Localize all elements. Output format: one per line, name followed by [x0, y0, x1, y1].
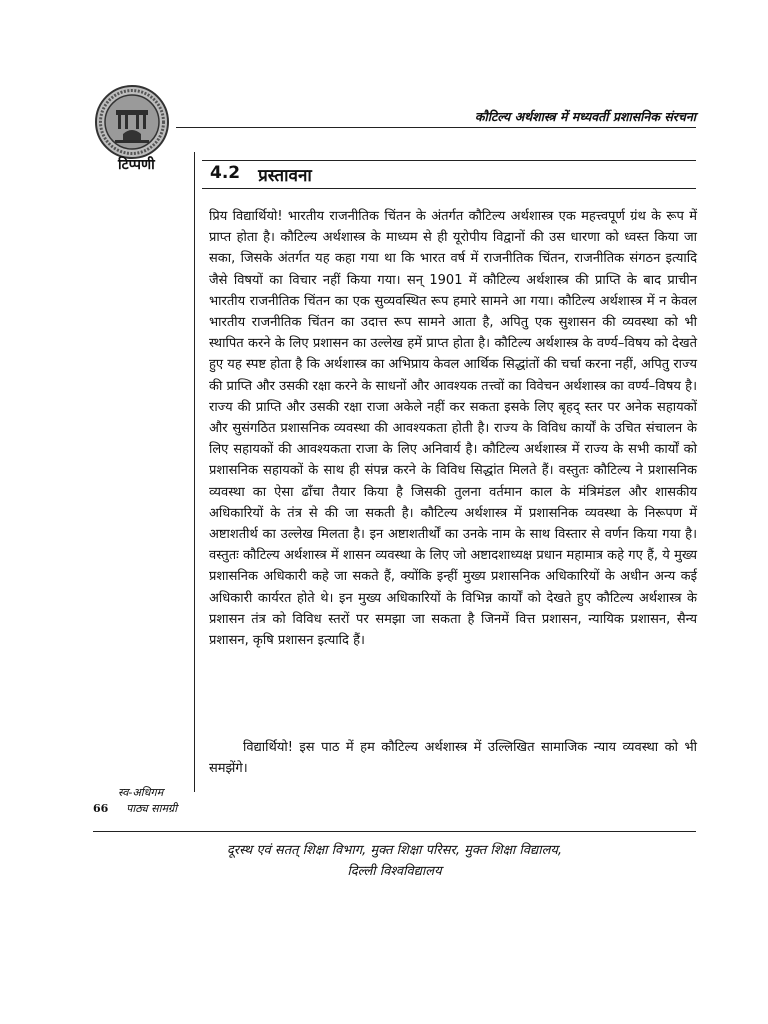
- side-note: [118, 785, 163, 801]
- side-note-line-2: पाठ्य सामग्री: [126, 802, 178, 815]
- section-number: 4.2: [210, 163, 241, 183]
- section-title: प्रस्तावना: [258, 166, 312, 186]
- footer-line-1: दूरस्थ एवं सतत् शिक्षा विभाग, मुक्त शिक्षा परिसर, मुक्त शिक्षा विद्यालय,: [226, 843, 563, 858]
- section-heading: [210, 163, 312, 186]
- section-rule-top: [202, 160, 696, 161]
- page-number: [93, 801, 177, 816]
- footer-line-2: दिल्ली विश्वविद्यालय: [347, 864, 442, 879]
- footer-rule: [93, 831, 696, 832]
- footer: [93, 840, 696, 882]
- body-paragraph-1: प्रिय विद्यार्थियो! भारतीय राजनीतिक चिंतन के अंतर्गत कौटिल्य अर्थशास्त्र एक महत्त्वपूर्ण ग्रंथ के रूप में प्राप्त होता है। कौटिल्य अर्थशास्त्र के माध्यम से ही यूरोपीय विद्वानों की उस धारणा को ध्वस्त किया जा सका, जिसके अंतर्गत यह कहा गया था कि भारत वर्ष में राजनीतिक चिंतन, राजनीतिक संगठन इत्यादि जैसे विषयों का विचार नहीं किया गया। सन् 1901 में कौटिल्य अर्थशास्त्र की प्राप्ति के बाद प्राचीन भारतीय राजनीतिक चिंतन का एक सुव्यवस्थित रूप हमारे सामने आ गया। कौटिल्य अर्थशास्त्र में न केवल भारतीय राजनीतिक चिंतन का उदात्त रूप सामने आता है, अपितु एक सुशासन की व्यवस्था को भी स्थापित करने के लिए प्रशासन का उल्लेख हमें प्राप्त होता है। कौटिल्य अर्थशास्त्र के वर्ण्य–विषय को देखते हुए यह स्पष्ट होता है कि अर्थशास्त्र का अभिप्राय केवल आर्थिक सिद्धांतों की चर्चा करना नहीं, अपितु राज्य की प्राप्ति और उसकी रक्षा करने के साधनों और आवश्यक तत्त्वों का विवेचन अर्थशास्त्र का वर्ण्य–विषय है। राज्य की प्राप्ति और उसकी रक्षा राजा अकेले नहीं कर सकता इसके लिए बृहद् स्तर पर अनेक सहायकों और सुसंगठित प्रशासनिक व्यवस्था की आवश्यकता होती है। राज्य के विविध कार्यों के उचित संचालन के लिए सहायकों की आवश्यकता राजा के लिए अनिवार्य है। कौटिल्य अर्थशास्त्र में राज्य के सभी कार्यों को प्रशासनिक सहायकों के साथ ही संपन्न करने के विविध सिद्धांत मिलते हैं। वस्तुतः कौटिल्य ने प्रशासनिक व्यवस्था का ऐसा ढाँचा तैयार किया है जिसकी तुलना वर्तमान काल के मंत्रिमंडल और शासकीय अधिकारियों के तंत्र से की जा सकती है। कौटिल्य अर्थशास्त्र में प्रशासनिक व्यवस्था के निरूपण में अष्टाशतीर्थ का उल्लेख मिलता है। इन अष्टाशतीर्थों का उनके नाम के साथ विस्तार से वर्णन किया गया है। वस्तुतः कौटिल्य अर्थशास्त्र में शासन व्यवस्था के लिए जो अष्टादशाध्यक्ष प्रधान महामात्र कहे गए हैं, ये मुख्य प्रशासनिक अधिकारी कहे जा सकते हैं, क्योंकि इन्हीं मुख्य प्रशासनिक अधिकारियों के अधीन अन्य कई अधिकारी कार्यरत होते थे। इन मुख्य अधिकारियों के विभिन्न कार्यों को देखते हुए कौटिल्य अर्थशास्त्र के प्रशासन तंत्र को विविध स्तरों पर समझा जा सकता है जिनमें वित्त प्रशासन, न्यायिक प्रशासन, सैन्य प्रशासन, कृषि प्रशासन इत्यादि हैं।: [209, 209, 697, 649]
- header-rule: [176, 127, 696, 128]
- margin-label: टिप्पणी: [118, 157, 155, 173]
- university-seal-icon: [94, 84, 170, 160]
- page-number-value: 66: [93, 802, 109, 815]
- body-paragraph-2: विद्यार्थियो! इस पाठ में हम कौटिल्य अर्थशास्त्र में उल्लिखित सामाजिक न्याय व्यवस्था को भी समझेंगे।: [209, 740, 697, 777]
- margin-divider: [194, 152, 195, 792]
- running-title: कौटिल्य अर्थशास्त्र में मध्यवर्ती प्रशासनिक संरचना: [474, 109, 696, 124]
- section-rule-bottom: [202, 188, 696, 189]
- side-note-line-1: स्व-अधिगम: [118, 786, 164, 799]
